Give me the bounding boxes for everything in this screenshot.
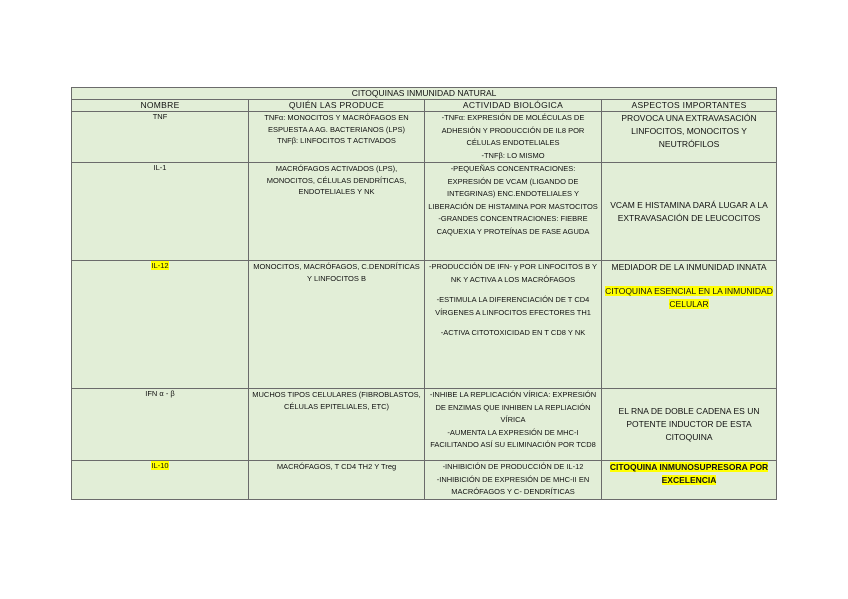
activity-cell: [425, 261, 602, 389]
activity-cell: [425, 461, 602, 500]
table-row-tnf: [72, 112, 777, 163]
aspects-line-highlighted-wrap: [605, 461, 773, 487]
aspects-cell: [602, 163, 777, 261]
activity-line: -INHIBE LA REPLICACIÓN VÍRICA: EXPRESIÓN DE ENZIMAS QUE INHIBEN LA REPLIACIÓN VÍRICA: [429, 390, 597, 424]
activity-line: -GRANDES CONCENTRACIONES: FIEBRE CAQUEXIA Y PROTEÍNAS DE FASE AGUDA: [436, 214, 590, 236]
paragraph-spacer: [428, 286, 598, 294]
activity-line: -ESTIMULA LA DIFERENCIACIÓN DE T CD4 VÍRGENES A LINFOCITOS EFECTORES TH1: [435, 295, 591, 317]
aspects-line: PROVOCA UNA EXTRAVASACIÓN LINFOCITOS, MONOCITOS Y NEUTRÓFILOS: [621, 113, 757, 149]
activity-cell: [425, 112, 602, 163]
activity-line: -PRODUCCIÓN DE IFN- γ POR LINFOCITOS B Y NK Y ACTIVA A LOS MACRÓFAGOS: [428, 262, 598, 284]
activity-line: -ACTIVA CITOTOXICIDAD EN T CD8 Y NK: [440, 328, 586, 337]
producers-cell: [249, 261, 425, 389]
aspects-line-highlighted-wrap: [605, 285, 773, 311]
cytokine-name: [72, 461, 249, 500]
cytokines-table: [71, 87, 777, 500]
aspects-line-highlighted: CITOQUINA INMUNOSUPRESORA POR EXCELENCIA: [609, 462, 769, 485]
header-activity: ACTIVIDAD BIOLÓGICA: [425, 100, 602, 112]
cytokine-name-highlighted: IL-12: [151, 261, 169, 270]
header-producers: QUIÉN LAS PRODUCE: [249, 100, 425, 112]
table-row-ifn: [72, 389, 777, 461]
cytokine-name: [72, 163, 249, 261]
activity-line: -PEQUEÑAS CONCENTRACIONES: EXPRESIÓN DE VCAM (LIGANDO DE INTEGRINAS) ENC.ENDOTELIALES Y LIBERACIÓN DE HISTAMINA POR MASTOCITOS: [428, 164, 598, 211]
paragraph-spacer: [605, 274, 773, 285]
cytokine-name: [72, 112, 249, 163]
cytokine-name: [72, 389, 249, 461]
producers-line: TNFα: MONOCITOS Y MACRÓFAGOS EN ESPUESTA A AG. BACTERIANOS (LPS): [264, 113, 409, 134]
header-name: NOMBRE: [72, 100, 249, 112]
producers-line: TNFβ: LINFOCITOS T ACTIVADOS: [277, 136, 396, 145]
table-row-il-10: [72, 461, 777, 500]
producers-line: MUCHOS TIPOS CELULARES (FIBROBLASTOS, CÉLULAS EPITELIALES, ETC): [252, 390, 421, 411]
aspects-cell: [602, 112, 777, 163]
activity-line: -TNFα: EXPRESIÓN DE MOLÉCULAS DE ADHESIÓN Y PRODUCCIÓN DE IL8 POR CÉLULAS ENDOTELIALES: [441, 113, 585, 147]
activity-cell: [425, 163, 602, 261]
header-aspects: ASPECTOS IMPORTANTES: [602, 100, 777, 112]
activity-line: -TNFβ: LO MISMO: [481, 150, 545, 160]
aspects-line: MEDIADOR DE LA INMUNIDAD INNATA: [611, 262, 767, 272]
producers-cell: [249, 163, 425, 261]
activity-cell: [425, 389, 602, 461]
cytokine-name-text: IL-1: [153, 163, 167, 172]
aspects-cell: [602, 261, 777, 389]
aspects-line: EL RNA DE DOBLE CADENA ES UN POTENTE INDUCTOR DE ESTA CITOQUINA: [618, 406, 760, 442]
producers-cell: [249, 461, 425, 500]
producers-line: MACRÓFAGOS ACTIVADOS (LPS), MONOCITOS, CÉLULAS DENDRÍTICAS, ENDOTELIALES Y NK: [266, 164, 407, 196]
producers-line: MACRÓFAGOS, T CD4 TH2 Y Treg: [276, 462, 397, 471]
table-row-il-12: [72, 261, 777, 389]
aspects-line: VCAM E HISTAMINA DARÁ LUGAR A LA EXTRAVASACIÓN DE LEUCOCITOS: [610, 199, 768, 223]
table-title-row: [72, 88, 777, 100]
activity-line: -INHIBICIÓN DE PRODUCCIÓN DE IL-12: [442, 462, 584, 471]
cytokine-name-text: TNF: [152, 112, 168, 121]
table-title: CITOQUINAS INMUNIDAD NATURAL: [72, 88, 777, 100]
producers-cell: [249, 112, 425, 163]
cytokine-name-text: IFN α - β: [145, 389, 175, 398]
aspects-cell: [602, 461, 777, 500]
table-row-il-1: [72, 163, 777, 261]
cytokine-name-highlighted: IL-10: [151, 461, 169, 470]
aspects-line-highlighted: CITOQUINA ESENCIAL EN LA INMUNIDAD CELULAR: [605, 286, 773, 309]
activity-line: -AUMENTA LA EXPRESIÓN DE MHC-I FACILITANDO ASÍ SU ELIMINACIÓN POR TCD8: [430, 427, 596, 449]
table-header-row: [72, 100, 777, 112]
activity-line: -INHIBICIÓN DE EXPRESIÓN DE MHC-II EN MACRÓFAGOS Y C- DENDRÍTICAS: [436, 474, 590, 496]
aspects-cell: [602, 389, 777, 461]
paragraph-spacer: [428, 319, 598, 327]
producers-line: MONOCITOS, MACRÓFAGOS, C.DENDRÍTICAS Y LINFOCITOS B: [253, 262, 420, 283]
producers-cell: [249, 389, 425, 461]
cytokine-name: [72, 261, 249, 389]
